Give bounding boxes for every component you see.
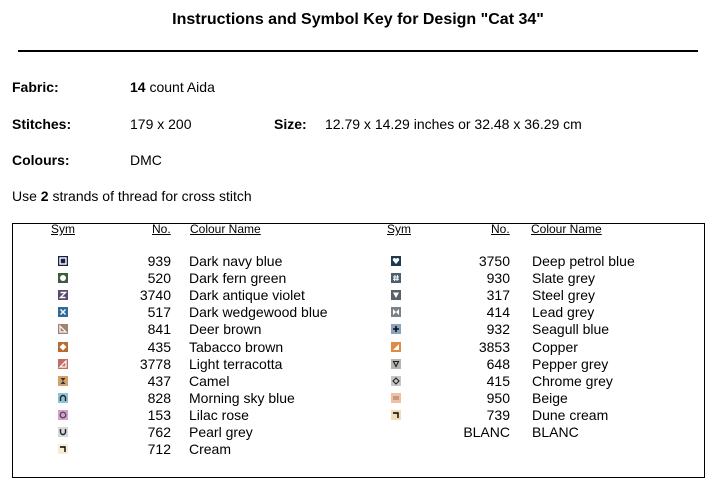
hash-icon xyxy=(391,273,401,283)
down-triangle-outline-icon xyxy=(391,359,401,369)
colour-name: Dark wedgewood blue xyxy=(189,304,328,321)
corner-bracket-icon xyxy=(58,444,68,454)
fabric-value: 14 count Aida xyxy=(130,79,215,95)
blank-icon xyxy=(391,427,401,437)
u-icon xyxy=(58,427,68,437)
page-title: Instructions and Symbol Key for Design "Cat 34" xyxy=(172,11,544,28)
colour-name: Beige xyxy=(532,389,568,406)
dmc-number: 762 xyxy=(147,424,171,440)
title-divider xyxy=(18,50,698,52)
dmc-number: 950 xyxy=(486,389,510,406)
plus-icon xyxy=(391,324,401,334)
dmc-number: 3853 xyxy=(478,338,510,355)
left-header-sym: Sym xyxy=(51,222,75,236)
circle-icon xyxy=(58,273,68,283)
colour-name: BLANC xyxy=(532,424,579,440)
colour-name: Lead grey xyxy=(532,304,595,321)
right-header-no: No. xyxy=(491,222,510,236)
dmc-number: 3778 xyxy=(139,355,171,372)
colours-value: DMC xyxy=(130,152,162,168)
colour-name: Dune cream xyxy=(532,406,609,423)
stitches-value: 179 x 200 xyxy=(130,116,192,132)
dmc-number: 648 xyxy=(486,355,510,372)
colour-name: Lilac rose xyxy=(189,406,249,423)
z-icon xyxy=(58,290,68,300)
dmc-number: 841 xyxy=(147,321,171,338)
hourglass-icon xyxy=(58,376,68,386)
dmc-number: 414 xyxy=(486,304,510,321)
colour-name: Morning sky blue xyxy=(189,389,295,406)
right-header-name: Colour Name xyxy=(531,222,602,236)
x-icon xyxy=(58,307,68,317)
left-header-no: No. xyxy=(152,222,171,236)
dmc-number: 930 xyxy=(486,270,510,287)
dmc-number: 739 xyxy=(486,406,510,423)
dmc-number: 153 xyxy=(147,406,171,423)
dmc-number: 828 xyxy=(147,389,171,406)
colour-name: Light terracotta xyxy=(189,355,283,372)
dash-icon xyxy=(391,393,401,403)
dmc-number: 415 xyxy=(486,372,510,389)
arch-icon xyxy=(58,393,68,403)
circle-outline-icon xyxy=(58,410,68,420)
square-outline-icon xyxy=(58,256,68,266)
down-triangle-icon xyxy=(391,290,401,300)
colour-name: Tabacco brown xyxy=(189,338,284,355)
colour-name: Pepper grey xyxy=(532,355,609,372)
diamond-outline-icon xyxy=(391,376,401,386)
colour-name: Camel xyxy=(189,372,230,389)
dmc-number: 317 xyxy=(486,287,510,304)
dmc-number: 712 xyxy=(147,441,171,458)
colour-name: Copper xyxy=(532,338,578,355)
dmc-number: 437 xyxy=(147,372,171,389)
dmc-number: 3740 xyxy=(139,287,171,304)
bowtie-icon xyxy=(391,307,401,317)
heart-icon xyxy=(391,256,401,266)
colour-name: Deep petrol blue xyxy=(532,253,635,269)
colour-name: Chrome grey xyxy=(532,372,613,389)
colour-name: Cream xyxy=(189,441,232,458)
right-header-sym: Sym xyxy=(387,222,411,236)
colour-name: Deer brown xyxy=(189,321,262,338)
corner-triangle-icon xyxy=(58,324,68,334)
colour-name: Seagull blue xyxy=(532,321,610,338)
strands-instruction: Use 2 strands of thread for cross stitch xyxy=(12,188,252,204)
dmc-number: 3750 xyxy=(478,253,510,269)
stitches-label: Stitches: xyxy=(12,116,72,132)
dmc-number: 435 xyxy=(147,338,171,355)
fabric-label: Fabric: xyxy=(12,79,59,95)
colour-name: Slate grey xyxy=(532,270,596,287)
dmc-number: 932 xyxy=(486,321,510,338)
colour-name: Dark navy blue xyxy=(189,253,283,269)
colour-name: Pearl grey xyxy=(189,424,253,440)
dmc-number: 939 xyxy=(147,253,171,269)
dmc-number: BLANC xyxy=(463,424,510,440)
left-header-name: Colour Name xyxy=(190,222,261,236)
diamond-icon xyxy=(58,342,68,352)
corner-bracket-icon xyxy=(391,410,401,420)
half-triangle-icon xyxy=(391,342,401,352)
colour-name: Steel grey xyxy=(532,287,596,304)
dmc-number: 517 xyxy=(147,304,171,321)
dmc-number: 520 xyxy=(147,270,171,287)
size-value: 12.79 x 14.29 inches or 32.48 x 36.29 cm xyxy=(325,116,582,132)
colour-name: Dark fern green xyxy=(189,270,287,287)
size-label: Size: xyxy=(274,116,307,132)
triangle-icon xyxy=(58,359,68,369)
colour-name: Dark antique violet xyxy=(189,287,305,304)
colours-label: Colours: xyxy=(12,152,70,168)
